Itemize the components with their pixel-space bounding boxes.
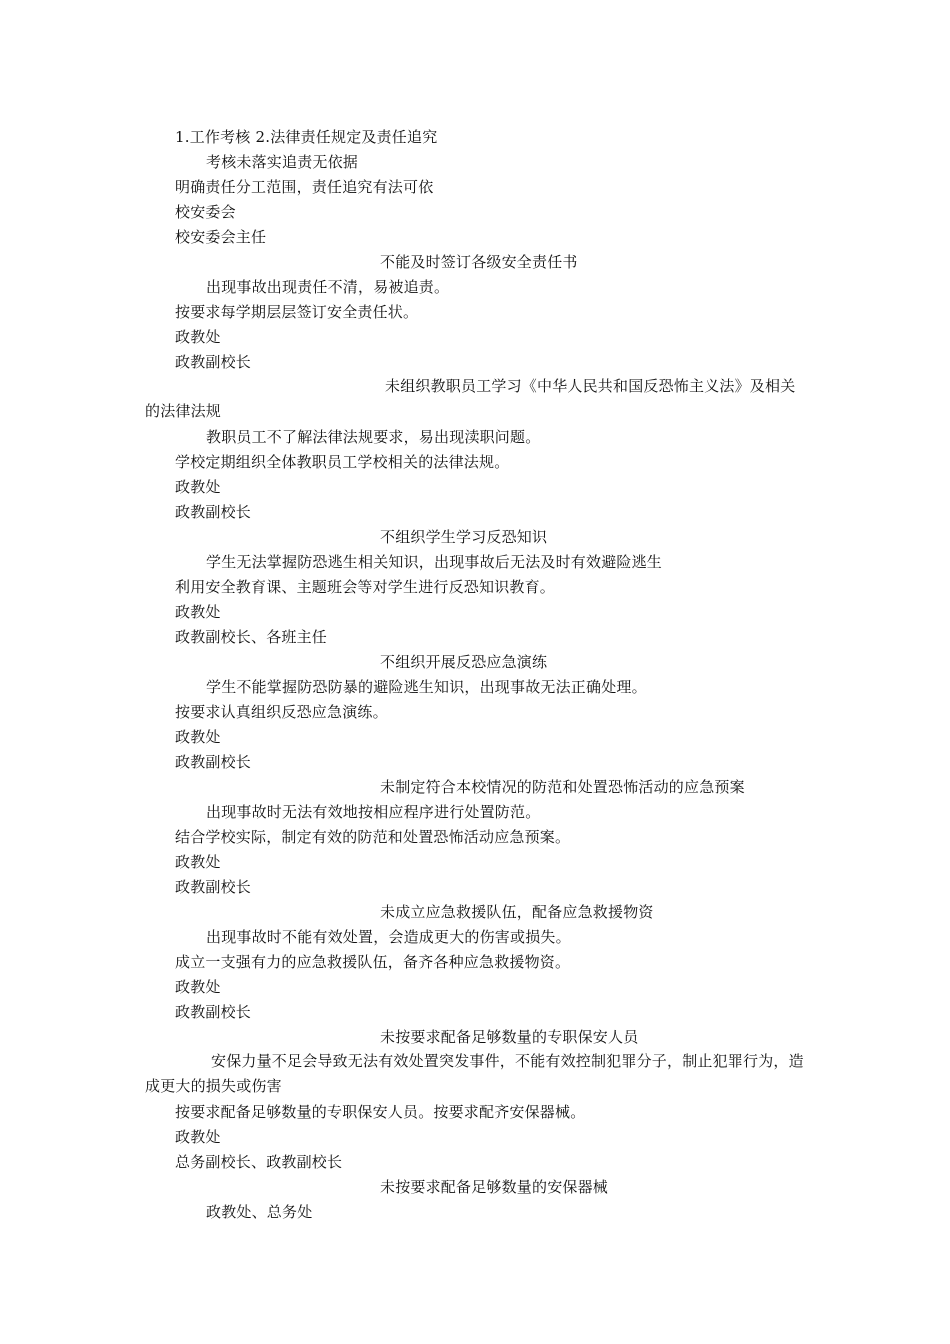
responsible-person: 政教副校长 [175, 353, 252, 371]
risk-item: 未制定符合本校情况的防范和处置恐怖活动的应急预案 [380, 778, 745, 796]
risk-measure: 明确责任分工范围，责任追究有法可依 [175, 178, 434, 196]
risk-item: 不组织开展反恐应急演练 [380, 653, 548, 671]
responsible-dept: 政教处 [175, 728, 221, 746]
responsible-dept: 政教处 [175, 853, 221, 871]
risk-consequence: 考核未落实追责无依据 [206, 153, 359, 171]
responsible-dept: 政教处 [175, 328, 221, 346]
responsible-person: 政教副校长 [175, 1003, 252, 1021]
doc-heading: 1.工作考核 2.法律责任规定及责任追究 [175, 128, 438, 146]
risk-measure: 按要求认真组织反恐应急演练。 [175, 703, 388, 721]
risk-measure: 按要求配备足够数量的专职保安人员。按要求配齐安保器械。 [175, 1103, 586, 1121]
risk-measure: 利用安全教育课、主题班会等对学生进行反恐知识教育。 [175, 578, 556, 596]
risk-consequence: 学生不能掌握防恐防暴的避险逃生知识，出现事故无法正确处理。 [206, 678, 647, 696]
risk-consequence: 出现事故出现责任不清，易被追责。 [206, 278, 450, 296]
risk-measure: 按要求每学期层层签订安全责任状。 [175, 303, 419, 321]
risk-item: 未按要求配备足够数量的安保器械 [380, 1178, 609, 1196]
risk-item: 不能及时签订各级安全责任书 [380, 253, 578, 271]
risk-measure: 学校定期组织全体教职员工学校相关的法律法规。 [175, 453, 510, 471]
responsible-dept: 政教处、总务处 [206, 1203, 313, 1221]
risk-item: 不组织学生学习反恐知识 [380, 528, 548, 546]
risk-consequence: 教职员工不了解法律法规要求，易出现渎职问题。 [206, 428, 541, 446]
responsible-person: 政教副校长 [175, 753, 252, 771]
responsible-person: 总务副校长、政教副校长 [175, 1153, 343, 1171]
responsible-dept: 政教处 [175, 603, 221, 621]
responsible-dept: 政教处 [175, 478, 221, 496]
risk-consequence: 安保力量不足会导致无法有效处置突发事件，不能有效控制犯罪分子，制止犯罪行为，造成更大的损失或伤害 [145, 1052, 804, 1095]
risk-consequence: 出现事故时不能有效处置，会造成更大的伤害或损失。 [206, 928, 571, 946]
risk-consequence: 出现事故时无法有效地按相应程序进行处置防范。 [206, 803, 541, 821]
risk-consequence: 学生无法掌握防恐逃生相关知识，出现事故后无法及时有效避险逃生 [206, 553, 663, 571]
risk-item: 未成立应急救援队伍，配备应急救援物资 [380, 903, 654, 921]
responsible-dept: 校安委会 [175, 203, 236, 221]
responsible-person: 政教副校长 [175, 503, 252, 521]
responsible-person: 政教副校长 [175, 878, 252, 896]
risk-item: 未组织教职员工学习《中华人民共和国反恐怖主义法》及相关的法律法规 [145, 377, 796, 420]
responsible-dept: 政教处 [175, 1128, 221, 1146]
risk-measure: 结合学校实际，制定有效的防范和处置恐怖活动应急预案。 [175, 828, 571, 846]
responsible-person: 政教副校长、各班主任 [175, 628, 328, 646]
responsible-dept: 政教处 [175, 978, 221, 996]
responsible-person: 校安委会主任 [175, 228, 267, 246]
risk-item: 未按要求配备足够数量的专职保安人员 [380, 1028, 639, 1046]
risk-measure: 成立一支强有力的应急救援队伍，备齐各种应急救援物资。 [175, 953, 571, 971]
